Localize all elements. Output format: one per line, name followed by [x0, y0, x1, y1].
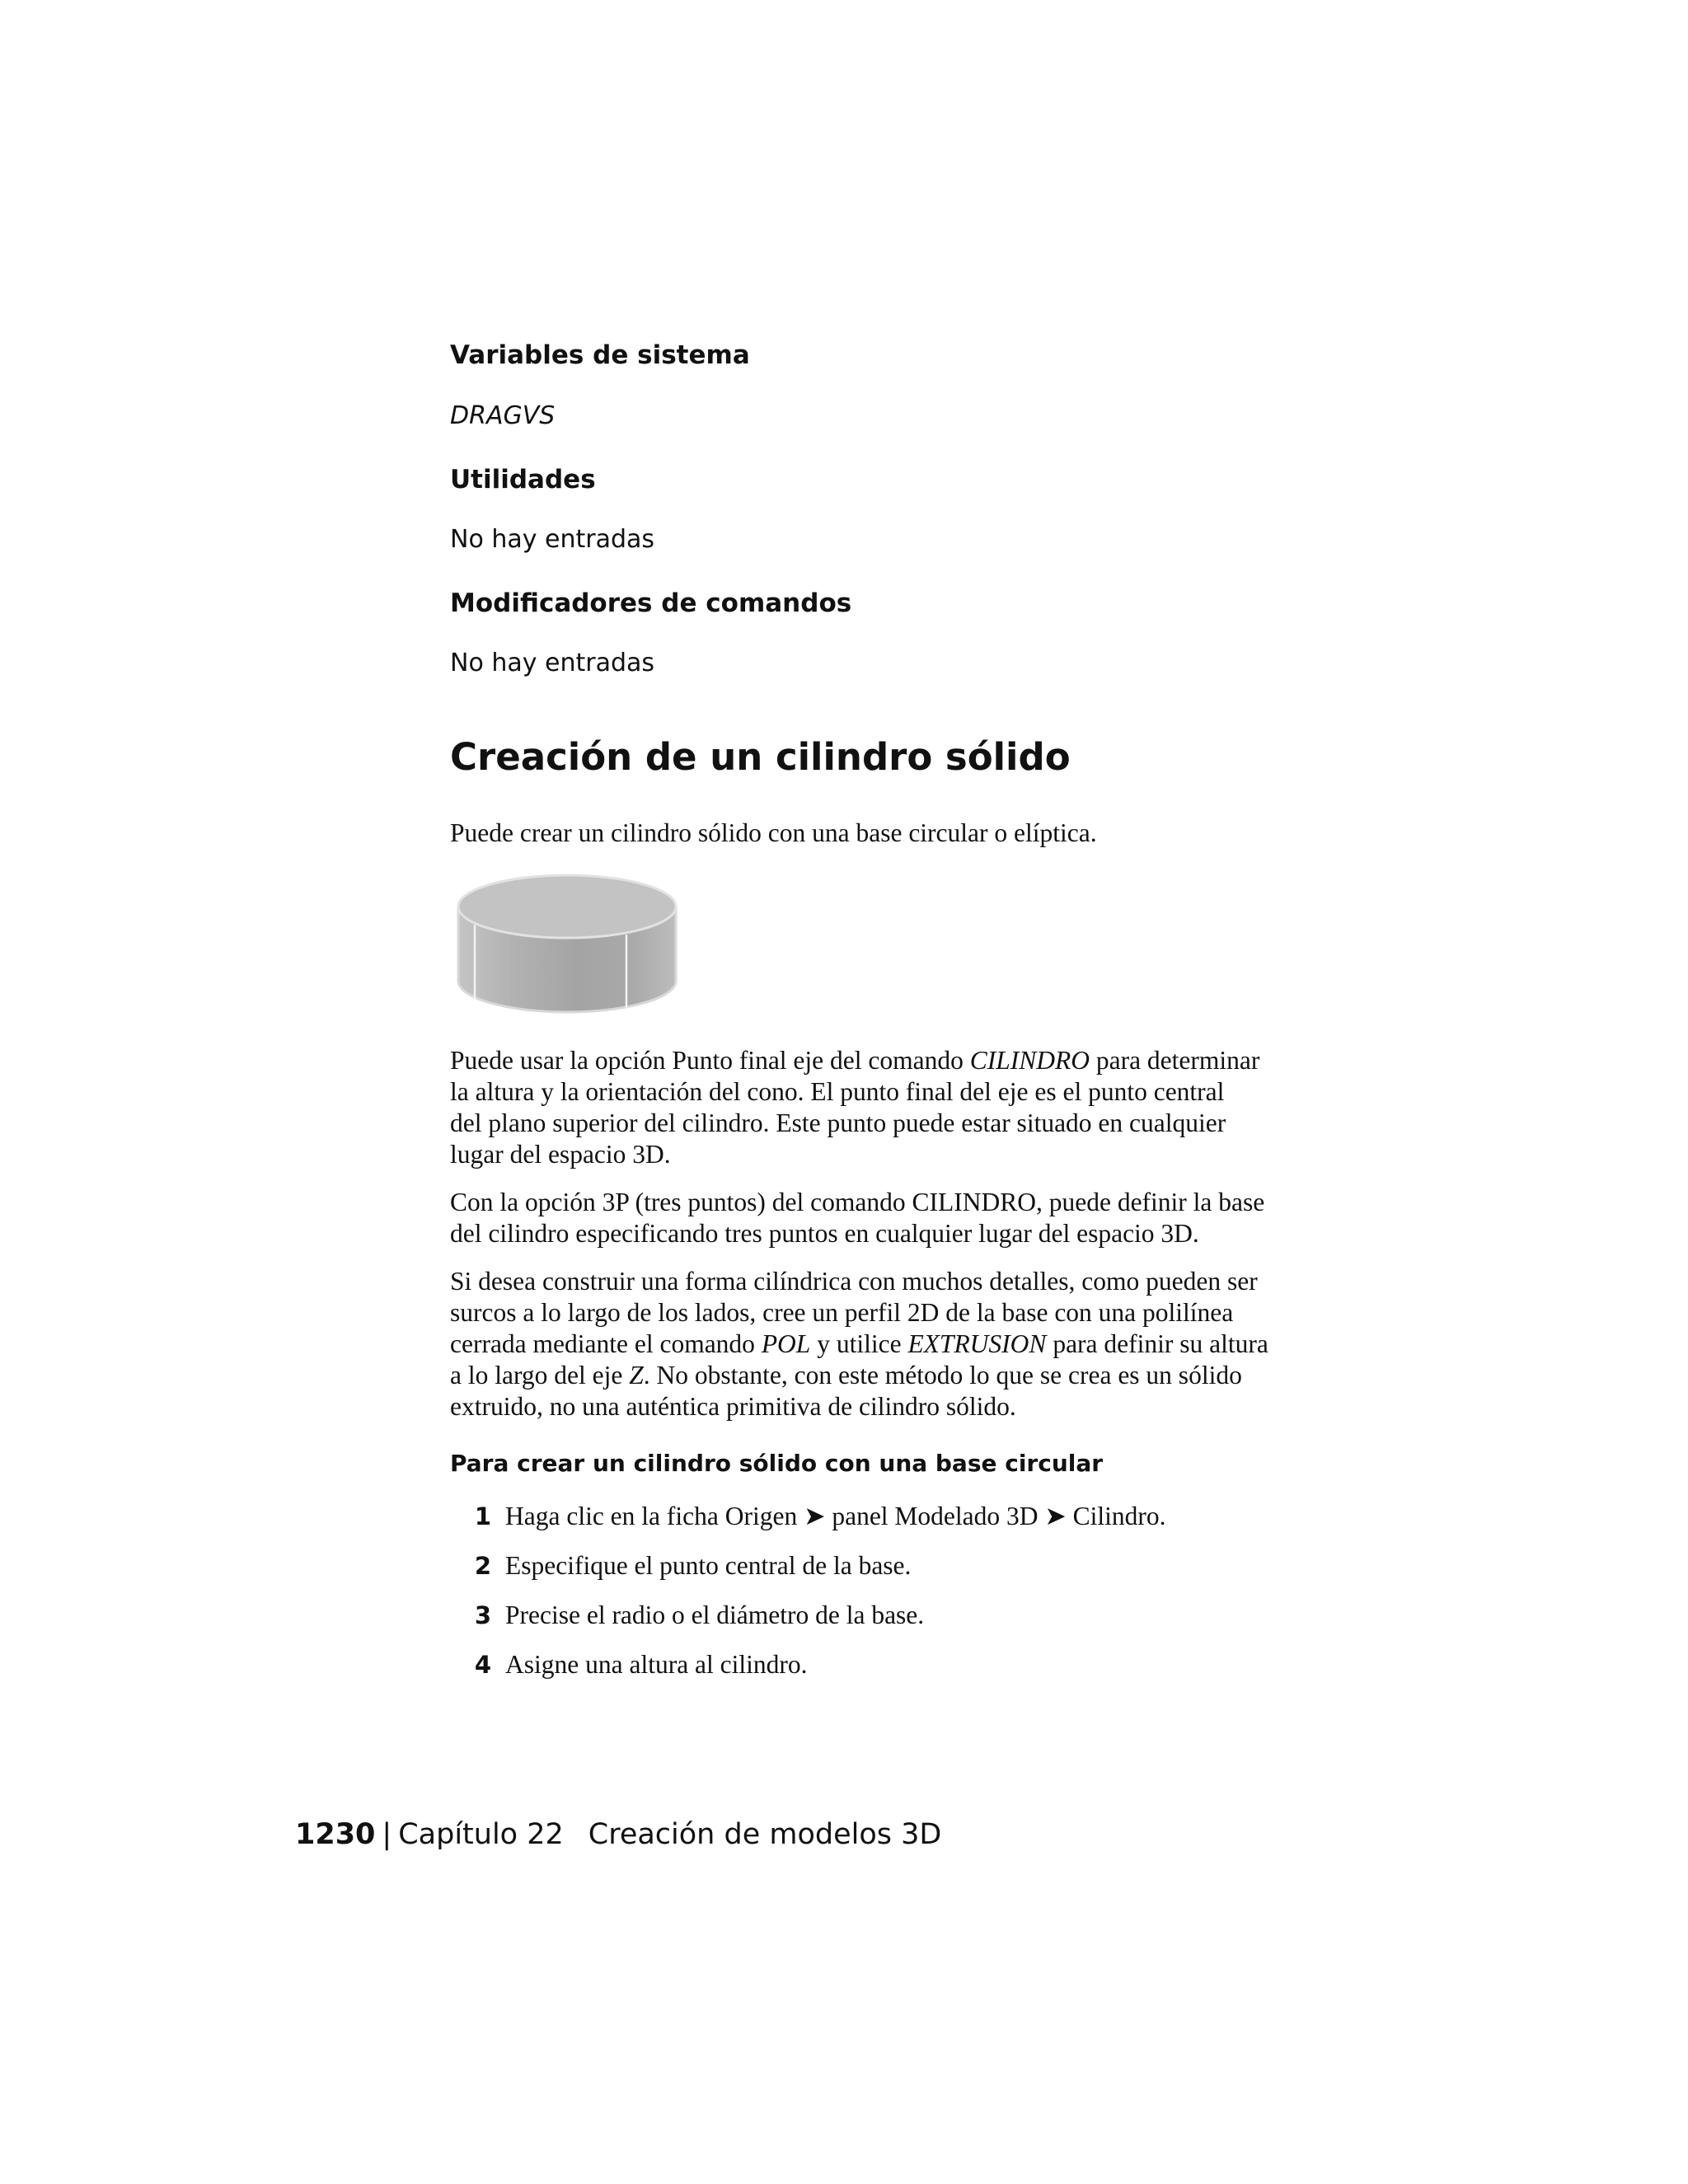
procedure-title: Para crear un cilindro sólido con una base circular: [450, 1450, 1104, 1477]
procedure-step: [450, 1599, 1340, 1632]
step-number: 4: [474, 1651, 491, 1679]
paragraph-three-points: [450, 1187, 1340, 1249]
text-run: a lo largo del eje: [450, 1361, 630, 1390]
step-text: Especifique el punto central de la base.: [505, 1551, 912, 1580]
intro-paragraph: [450, 818, 1340, 849]
paragraph-line: [450, 1045, 1340, 1076]
system-vars-heading: Variables de sistema: [450, 340, 750, 370]
cylinder-figure: [450, 874, 681, 1022]
text-run: para determinar: [1089, 1046, 1260, 1075]
step-text: Precise el radio o el diámetro de la base.: [505, 1601, 925, 1629]
step-number: 2: [474, 1552, 491, 1580]
section-title: Creación de un cilindro sólido: [450, 735, 1071, 779]
step-text: Asigne una altura al cilindro.: [505, 1650, 808, 1679]
page-footer: [295, 1816, 941, 1853]
chapter-title: Creación de modelos 3D: [588, 1818, 942, 1851]
command-name: EXTRUSION: [907, 1329, 1047, 1358]
paragraph-line: lugar del espacio 3D.: [450, 1140, 671, 1169]
paragraph-line: surcos a lo largo de los lados, cree un perfil 2D de la base con una polilínea: [450, 1298, 1234, 1327]
system-vars-value: DRAGVS: [450, 401, 556, 430]
procedure-step: [450, 1648, 1340, 1681]
paragraph-line: Con la opción 3P (tres puntos) del comando CILINDRO, puede definir la base: [450, 1188, 1265, 1216]
utilities-heading: Utilidades: [450, 465, 596, 494]
paragraph-extrusion: [450, 1266, 1340, 1422]
intro-text: Puede crear un cilindro sólido con una base circular o elíptica.: [450, 818, 1097, 847]
procedure-step: [450, 1500, 1340, 1533]
paragraph-axis-endpoint: [450, 1045, 1340, 1170]
utilities-value: No hay entradas: [450, 525, 655, 554]
command-name: POL: [761, 1329, 811, 1358]
step-text: Haga clic en la ficha Origen ➤ panel Modelado 3D ➤ Cilindro.: [505, 1502, 1166, 1530]
text-run: cerrada mediante el comando: [450, 1329, 762, 1358]
cylinder-illustration-icon: [450, 874, 681, 1022]
command-name: CILINDRO: [969, 1046, 1090, 1075]
paragraph-line: [450, 1329, 1340, 1360]
text-run: y utilice: [810, 1329, 908, 1358]
paragraph-line: extruido, no una auténtica primitiva de cilindro sólido.: [450, 1392, 1016, 1421]
text-run: . No obstante, con este método lo que se crea es un sólido: [643, 1361, 1242, 1390]
modifiers-value: No hay entradas: [450, 649, 655, 677]
procedure-step: [450, 1549, 1340, 1582]
chapter-label: Capítulo 22: [398, 1818, 564, 1851]
text-run: Puede usar la opción Punto final eje del comando: [450, 1046, 970, 1075]
paragraph-line: del cilindro especificando tres puntos en cualquier lugar del espacio 3D.: [450, 1219, 1199, 1248]
step-number: 1: [474, 1502, 491, 1530]
paragraph-line: la altura y la orientación del cono. El punto final del eje es el punto central: [450, 1077, 1225, 1106]
paragraph-line: del plano superior del cilindro. Este punto puede estar situado en cualquier: [450, 1108, 1226, 1137]
modifiers-heading: Modificadores de comandos: [450, 588, 852, 618]
footer-separator: |: [382, 1818, 392, 1851]
axis-name: Z: [629, 1361, 644, 1390]
page-number: 1230: [295, 1818, 376, 1851]
paragraph-line: [450, 1360, 1340, 1391]
step-number: 3: [474, 1601, 491, 1629]
paragraph-line: Si desea construir una forma cilíndrica con muchos detalles, como pueden ser: [450, 1267, 1258, 1296]
text-run: para definir su altura: [1046, 1329, 1268, 1358]
